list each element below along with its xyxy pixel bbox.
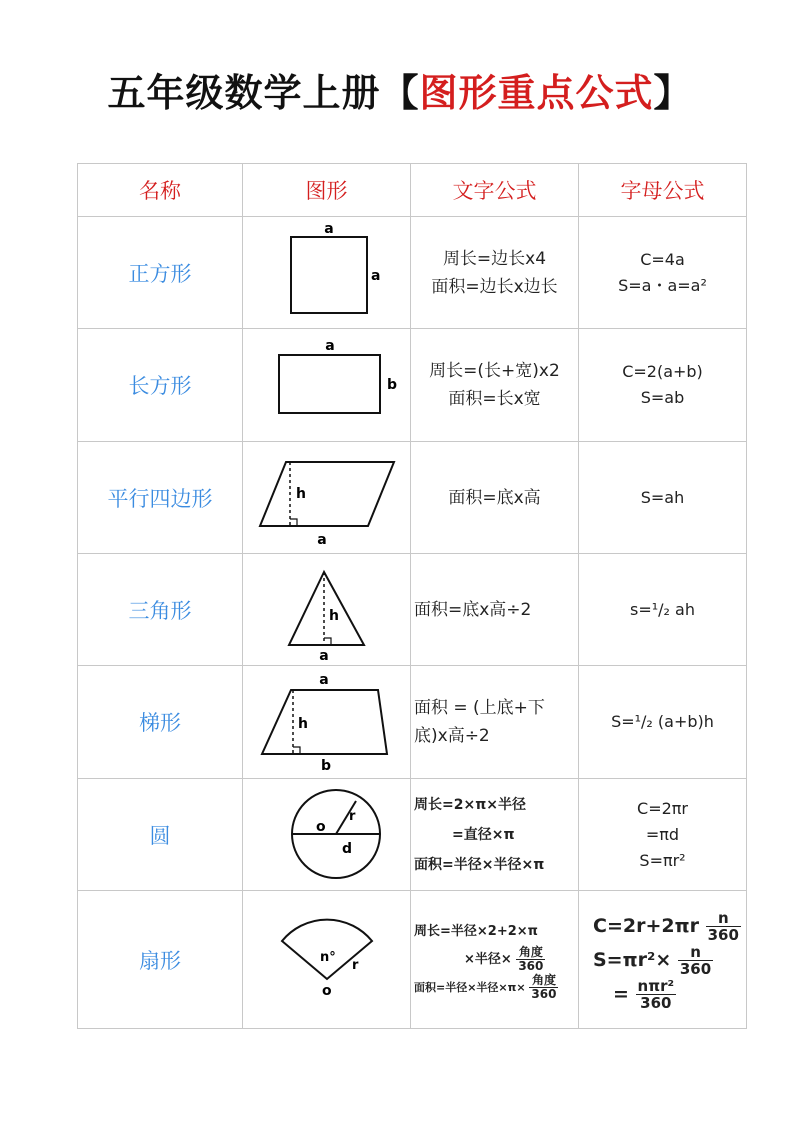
fraction-angle [516,946,545,973]
formula-line: 面积=长x宽 [448,389,541,409]
label-h: h [328,608,339,624]
fraction-denominator: 360 [707,925,739,944]
fraction-numerator: n [706,910,741,927]
rectangle-shape [279,355,380,413]
letter-formula-cell [579,554,747,666]
label-b: b [320,758,331,774]
label-b: b [386,377,397,393]
fraction-denominator: 360 [640,993,672,1012]
text-formula-cell [411,554,579,666]
right-angle-mark [324,638,331,645]
shape-figure-cell [243,554,411,666]
formula-line [593,977,746,1011]
formula-line: S=a・a=a² [618,275,707,295]
title-main: 五年级数学上册 [107,71,381,115]
shape-name: 梯形 [78,666,243,779]
square-figure [244,217,410,324]
fraction-numerator: 角度 [529,974,558,988]
shape-name: 扇形 [78,891,243,1029]
text-formula-cell [411,779,579,891]
table-row [78,217,747,329]
formula-line: s=¹/₂ ah [630,599,695,619]
formula-line: 周长=边长x4 [442,248,547,269]
formula-line: 周长=(长+宽)x2 [429,361,560,381]
formula-text: = [613,982,629,1005]
formula-line: =πd [645,824,680,844]
fraction-angle [529,974,558,1001]
header-letter-formula: 字母公式 [579,164,747,217]
formula-line: 面积=半径×半径×π [414,856,545,873]
formula-line: 周长=2×π×半径 [414,796,527,813]
rectangle-figure [244,329,410,437]
label-a: a [323,221,334,237]
text-formula-cell [411,666,579,779]
table-row [78,442,747,554]
label-r: r [351,958,358,973]
formula-text: ×半径× [464,951,512,967]
fraction-denominator: 360 [531,987,557,1001]
header-row [78,164,747,217]
letter-formula-cell [579,442,747,554]
title-bracket-close: 】 [653,71,693,115]
title-bracket-open: 【 [380,71,420,115]
shape-name: 正方形 [78,217,243,329]
formula-line [414,946,578,974]
triangle-figure [244,554,410,661]
letter-formula-cell [579,217,747,329]
fraction-n [706,910,741,943]
formula-line: S=ab [640,388,685,407]
parallelogram-shape [260,462,394,526]
table-row [78,554,747,666]
shape-figure-cell [243,329,411,442]
shape-name: 长方形 [78,329,243,442]
label-a: a [318,672,329,688]
sector-figure [244,891,410,1024]
letter-formula-cell [579,779,747,891]
shape-name: 三角形 [78,554,243,666]
fraction-numerator: 角度 [516,946,545,960]
header-text-formula: 文字公式 [411,164,579,217]
text-formula-cell [411,891,579,1029]
shape-figure-cell [243,217,411,329]
header-shape: 图形 [243,164,411,217]
formula-text: S=πr²× [593,948,672,971]
fraction-numerator: nπr² [637,976,675,995]
formula-line: S=πr² [639,850,686,870]
formula-line [593,943,746,977]
circle-figure [244,779,410,886]
right-angle-mark [293,747,300,754]
label-o: o [321,983,332,999]
label-o: o [315,819,326,835]
formula-line: 面积=边长x边长 [431,276,558,297]
trapezoid-figure [244,666,410,774]
title-highlight: 图形重点公式 [419,71,654,115]
shape-figure-cell [243,442,411,554]
shape-name: 平行四边形 [78,442,243,554]
letter-formula-cell [579,891,747,1029]
label-a: a [324,338,335,354]
text-formula-cell [411,442,579,554]
label-d: d [341,841,352,857]
fraction-denominator: 360 [679,959,712,978]
table-row [78,779,747,891]
shape-figure-cell [243,779,411,891]
triangle-shape [289,572,364,645]
shape-figure-cell [243,666,411,779]
formula-line: 周长=半径×2+2×π [414,923,538,939]
label-n-degree: n° [319,950,336,965]
fraction-n [678,944,713,977]
table-row [78,891,747,1029]
fraction-area [636,978,677,1011]
letter-formula-cell [579,666,747,779]
header-name: 名称 [78,164,243,217]
formula-line: 面积=底x高 [448,487,541,508]
label-h: h [297,716,308,732]
table-row [78,666,747,779]
page-title [0,62,800,117]
square-shape [291,237,367,313]
parallelogram-figure [244,442,410,549]
text-formula-cell [411,217,579,329]
label-r: r [348,809,355,824]
text-formula-cell [411,329,579,442]
label-a: a [318,648,329,661]
letter-formula-cell [579,329,747,442]
fraction-numerator: n [678,944,713,961]
fraction-denominator: 360 [518,958,544,973]
shape-name: 圆 [78,779,243,891]
label-h: h [295,486,306,502]
trapezoid-shape [262,690,387,754]
formula-line: C=2(a+b) [622,362,703,381]
formula-line: S=ah [640,487,685,507]
table-row [78,329,747,442]
formula-line: 面积=底x高÷2 [414,599,532,620]
formula-text: 面积=半径×半径×π× [414,980,526,994]
formula-line [414,974,578,1002]
formula-line: 底)x高÷2 [414,726,490,746]
shape-figure-cell [243,891,411,1029]
formula-table [77,163,747,1029]
right-angle-mark [290,519,297,526]
formula-line: C=4a [640,249,685,269]
label-a: a [316,532,327,548]
label-a-side: a [370,268,380,284]
formula-line: S=¹/₂ (a+b)h [611,712,714,731]
formula-text: C=2r+2πr [593,914,699,937]
formula-line [593,909,746,943]
formula-line: =直径×π [452,826,515,843]
formula-line: C=2πr [637,798,688,818]
formula-line: 面积 = (上底+下 [414,698,545,718]
